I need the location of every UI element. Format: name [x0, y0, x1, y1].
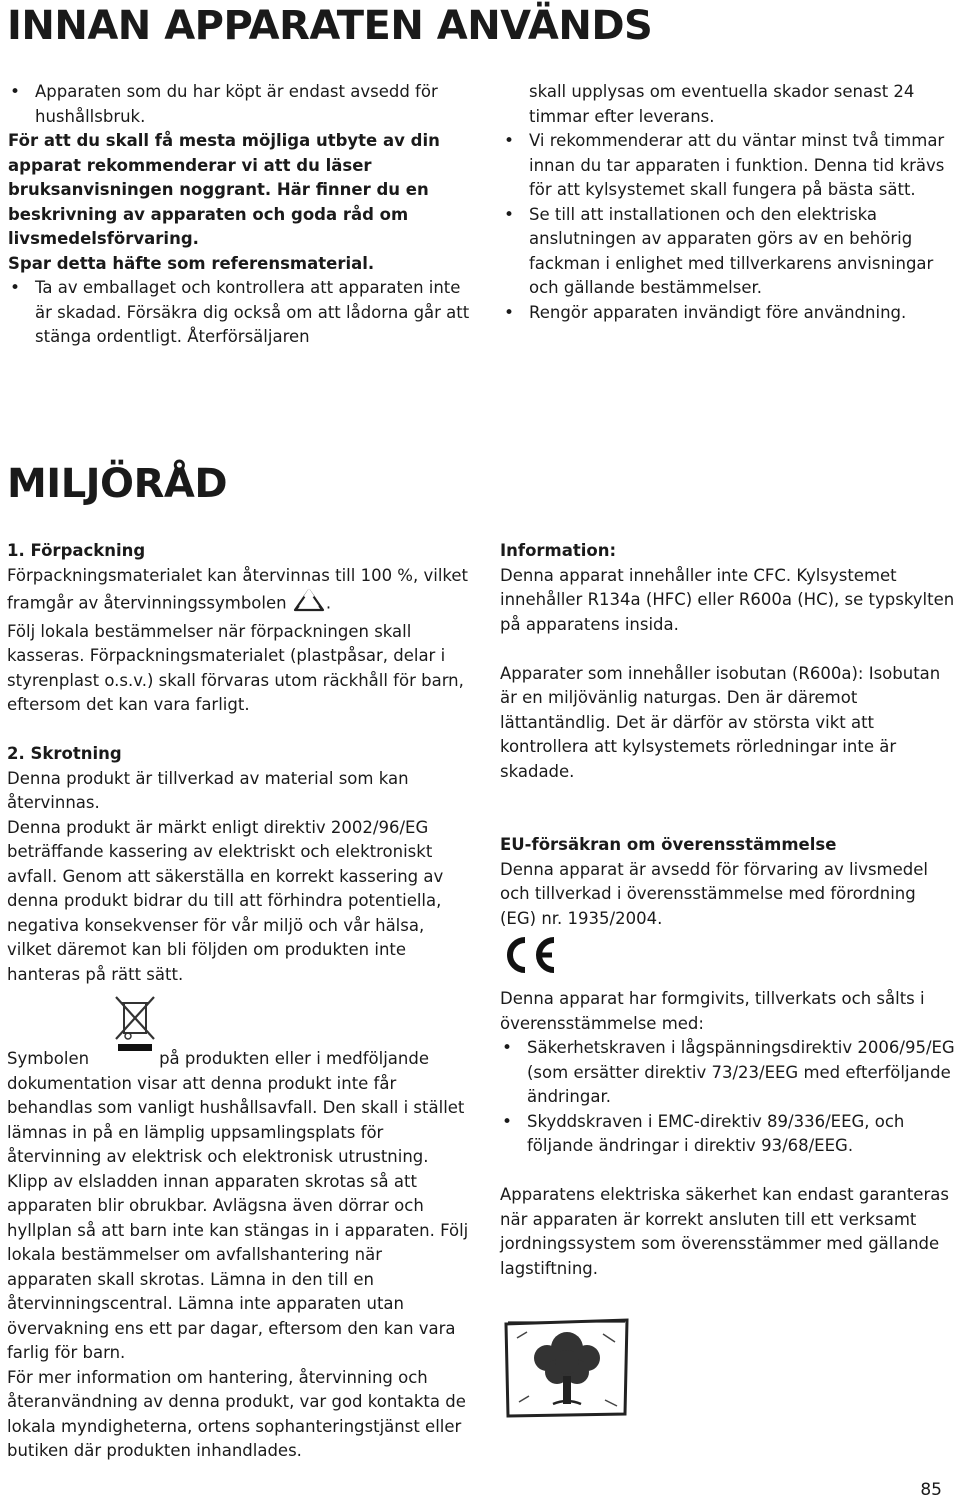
eu-declaration-text-2: Denna apparat har formgivits, tillverkats och sålts i överensstämmelse med: — [500, 989, 925, 1033]
ce-mark-row — [500, 931, 955, 987]
page-number: 85 — [920, 1480, 942, 1500]
list-item: • Apparaten som du har köpt är endast avsedd för hushållsbruk. — [8, 80, 478, 129]
eu-declaration-text-1: Denna apparat är avsedd för förvaring av livsmedel och tillverkad i överensstämmelse med förordning (EG) nr. 1935/2004. — [500, 859, 928, 928]
section-title-environment: MILJÖRÅD — [7, 461, 228, 507]
packaging-text: Förpackningsmaterialet kan återvinnas till 100 %, vilket framgår av återvinningssymbolen . — [7, 564, 472, 620]
before-use-left-column — [8, 80, 478, 350]
environment-left-column — [7, 539, 472, 1464]
weee-spacer — [7, 987, 472, 1047]
more-info: För mer information om hantering, återvinning och återanvändning av denna produkt, var god kontakta de lokala myndigheterna, ortens sophanteringstjänst eller butiken där produkten inhandlades. — [7, 1367, 466, 1460]
list-item: • Säkerhetskraven i lågspänningsdirektiv 2006/95/EG (som ersätter direktiv 73/23/EEG med efterföljande ändringar. — [500, 1036, 955, 1110]
electrical-safety-text: Apparatens elektriska säkerhet kan endast garanteras när apparaten är korrekt ansluten till ett verksamt jordningssystem som överensstämmer med gällande lagstiftning. — [500, 1185, 949, 1278]
list-item: • Vi rekommenderar att du väntar minst två timmar innan du tar apparaten i funktion. Denna tid krävs för att kylsystemet skall fungera på bästa sätt. — [502, 129, 952, 203]
eu-declaration-title: EU-försäkran om överensstämmelse — [500, 835, 837, 854]
scrap-text-2: Denna produkt är märkt enligt direktiv 2002/96/EG beträffande kassering av elektriskt och elektroniskt avfall. Genom att säkerställa en korrekt kassering av denna produkt bidrar du till att förhindra potentiella, negativa konsekvenser för vår miljö och vår hälsa, vilket däremot kan bli följden om produkten inte hanteras på rätt sätt. — [7, 817, 444, 984]
list-item: • Ta av emballaget och kontrollera att apparaten inte är skadad. Försäkra dig också om att lådorna går att stänga ordentligt. Återförsäljaren — [8, 276, 480, 350]
packaging-title: 1. Förpackning — [7, 541, 146, 560]
before-use-list-1 — [8, 80, 478, 129]
list-item: • Rengör apparaten invändigt före användning. — [502, 301, 952, 326]
scrap-title: 2. Skrotning — [7, 744, 122, 763]
packaging-rules: Följ lokala bestämmelser när förpackningen skall kasseras. Förpackningsmaterialet (plastpåsar, delar i styrenplast o.s.v.) skall förvaras utom räckhåll för barn, eftersom det kan vara farligt. — [7, 621, 464, 714]
before-use-right-column — [502, 80, 952, 325]
recycle-icon — [292, 588, 326, 620]
page-title: INNAN APPARATEN ANVÄNDS — [7, 3, 653, 49]
continued-paragraph: skall upplysas om eventuella skador senast 24 timmar efter leverans. — [529, 82, 915, 126]
keep-manual-note: Spar detta häfte som referensmaterial. — [8, 253, 375, 273]
scrap-text-1: Denna produkt är tillverkad av material som kan återvinnas. — [7, 768, 409, 812]
eu-directives-list — [500, 1036, 955, 1159]
intro-paragraph: För att du skall få mesta möjliga utbyte av din apparat rekommenderar vi att du läser bruksanvisningen noggrant. Här finner du en beskrivning av apparaten och goda råd om livsmedelsförvaring. — [8, 131, 440, 248]
list-item: • Skyddskraven i EMC-direktiv 89/336/EEG, och följande ändringar i direktiv 93/68/EEG. — [500, 1110, 955, 1159]
ce-mark-icon — [500, 935, 560, 983]
tree-logo-icon — [503, 1318, 631, 1422]
before-use-list-3 — [502, 129, 952, 325]
crossed-out-bin-icon — [112, 995, 158, 1061]
before-use-list-2 — [8, 276, 478, 350]
information-text-1: Denna apparat innehåller inte CFC. Kylsystemet innehåller R134a (HFC) eller R600a (HC), se typskylten på apparatens insida. — [500, 565, 955, 634]
information-title: Information: — [500, 541, 617, 560]
symbol-paragraph: Symbolen på produkten eller i medföljande dokumentation visar att denna produkt inte får behandlas som vanligt hushållsavfall. Den skall i stället lämnas in på en lämplig uppsamlingsplats för återvinning av elektrisk och elektronisk utrustning. Klipp av elsladden innan apparaten skrotas så att apparaten blir obrukbar. Avlägsna även dörrar och hyllplan så att barn inte kan stängas in i apparaten. Följ lokala bestämmelser om avfallshantering när apparaten skall skrotas. Lämna in den till en återvinningscentral. Lämna inte apparaten utan övervakning ens ett par dagar, eftersom den kan vara farlig för barn. — [7, 1049, 469, 1362]
information-text-2: Apparater som innehåller isobutan (R600a): Isobutan är en miljövänlig naturgas. Den är däremot lättantändlig. Det är därför av största vikt att kontrollera att kylsystemets rörledningar inte är skadade. — [500, 663, 941, 781]
list-item: • Se till att installationen och den elektriska anslutningen av apparaten görs av en behörig fackman i enlighet med tillverkarens anvisningar och gällande bestämmelser. — [502, 203, 952, 301]
environment-right-column — [500, 539, 955, 1281]
